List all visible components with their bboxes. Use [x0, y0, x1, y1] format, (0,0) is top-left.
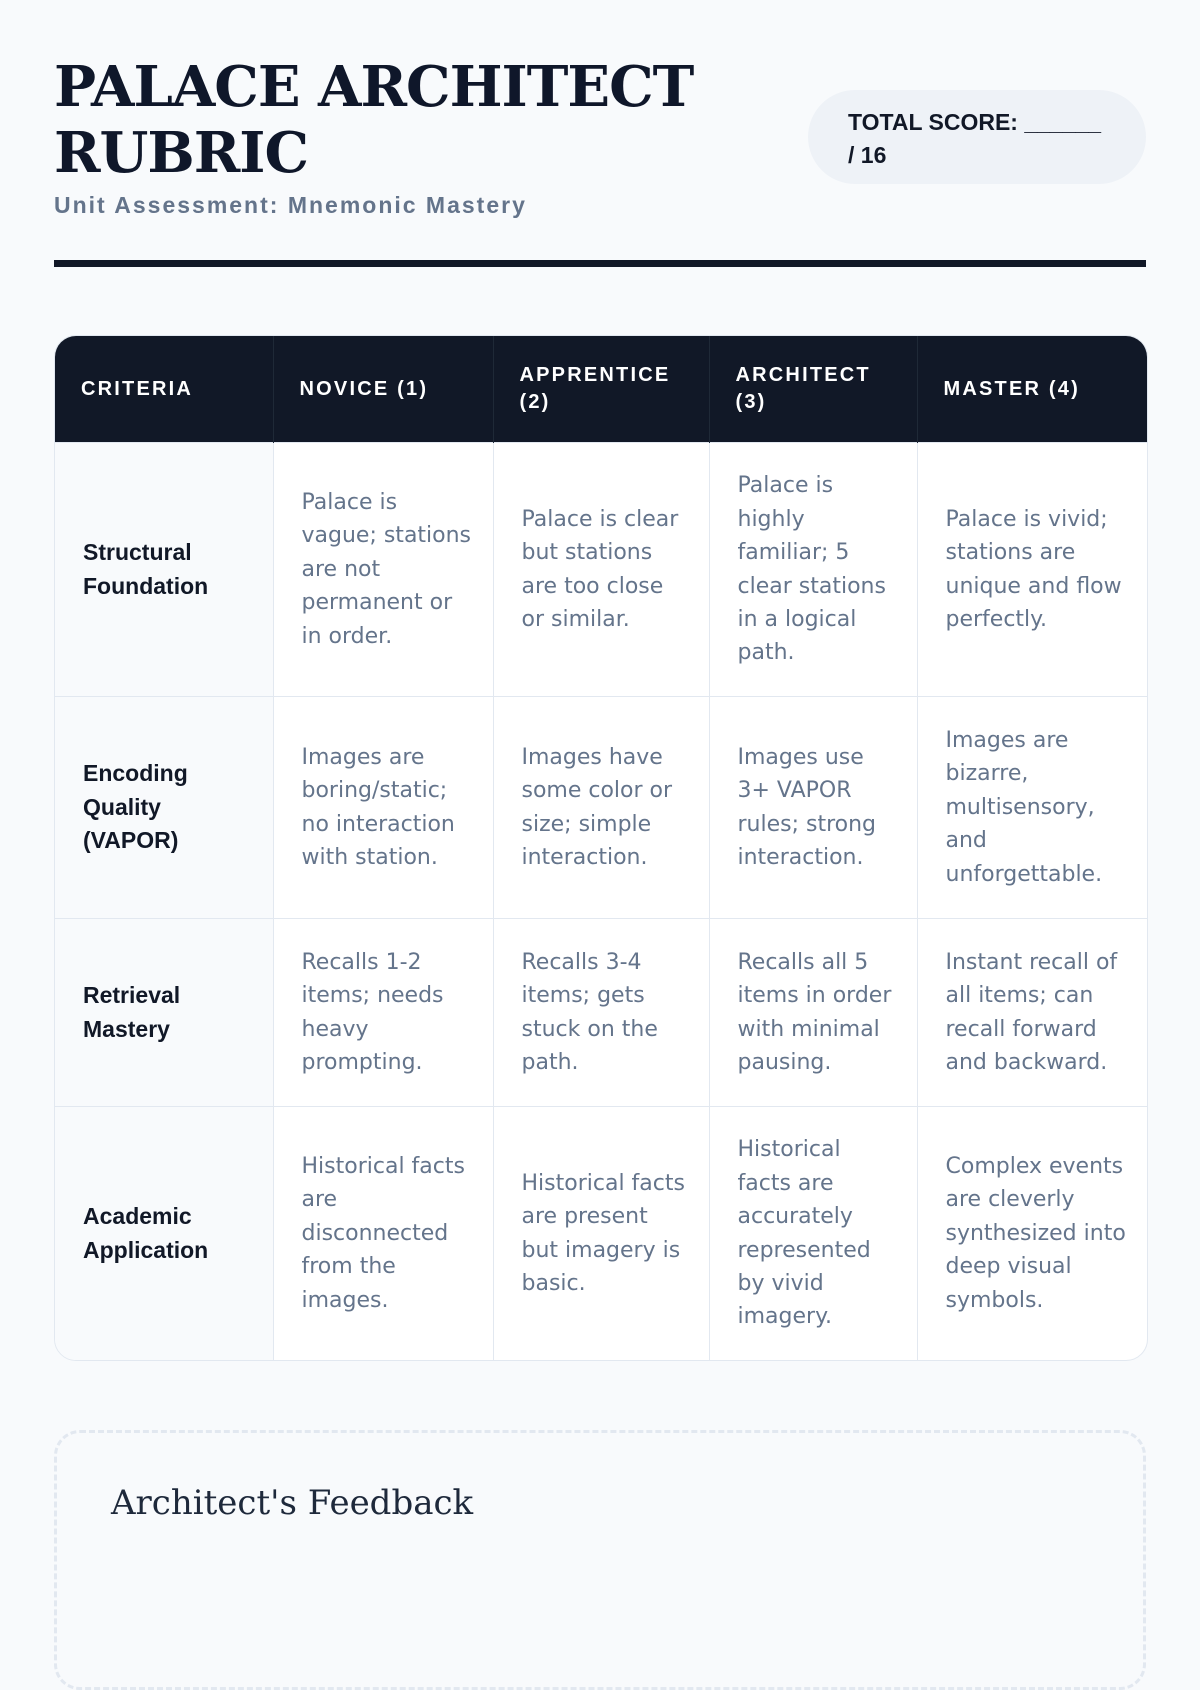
header-divider	[54, 260, 1146, 267]
architect-cell: Recalls all 5 items in order with minimal pausing.	[709, 919, 917, 1107]
novice-cell: Recalls 1-2 items; needs heavy prompting.	[273, 919, 493, 1107]
feedback-title: Architect's Feedback	[111, 1483, 474, 1523]
table-header-row	[55, 336, 1147, 443]
page-title: PALACE ARCHITECT RUBRIC	[54, 54, 694, 186]
novice-cell: Images are boring/static; no interaction with station.	[273, 697, 493, 919]
table-row	[55, 443, 1147, 697]
table-row	[55, 697, 1147, 919]
novice-cell: Palace is vague; stations are not permanent or in order.	[273, 443, 493, 697]
apprentice-cell: Images have some color or size; simple interaction.	[493, 697, 709, 919]
apprentice-cell: Palace is clear but stations are too close or similar.	[493, 443, 709, 697]
criteria-cell: Structural Foundation	[55, 443, 273, 697]
master-cell: Instant recall of all items; can recall forward and backward.	[917, 919, 1147, 1107]
table-row	[55, 919, 1147, 1107]
column-header-architect: ARCHITECT (3)	[709, 336, 917, 443]
page-subtitle: Unit Assessment: Mnemonic Mastery	[54, 192, 527, 218]
master-cell: Palace is vivid; stations are unique and flow perfectly.	[917, 443, 1147, 697]
total-score-badge: TOTAL SCORE: ______ / 16	[808, 90, 1146, 184]
column-header-master: MASTER (4)	[917, 336, 1147, 443]
column-header-criteria: CRITERIA	[55, 336, 273, 443]
feedback-box[interactable]	[54, 1430, 1146, 1690]
table-row	[55, 1107, 1147, 1361]
rubric-page	[54, 54, 1146, 1523]
master-cell: Complex events are cleverly synthesized into deep visual symbols.	[917, 1107, 1147, 1361]
master-cell: Images are bizarre, multisensory, and unforgettable.	[917, 697, 1147, 919]
architect-cell: Palace is highly familiar; 5 clear stations in a logical path.	[709, 443, 917, 697]
architect-cell: Historical facts are accurately represented by vivid imagery.	[709, 1107, 917, 1361]
novice-cell: Historical facts are disconnected from the images.	[273, 1107, 493, 1361]
page-header	[54, 54, 1146, 266]
apprentice-cell: Historical facts are present but imagery is basic.	[493, 1107, 709, 1361]
criteria-cell: Academic Application	[55, 1107, 273, 1361]
apprentice-cell: Recalls 3-4 items; gets stuck on the path.	[493, 919, 709, 1107]
column-header-novice: NOVICE (1)	[273, 336, 493, 443]
architect-cell: Images use 3+ VAPOR rules; strong interaction.	[709, 697, 917, 919]
criteria-cell: Encoding Quality (VAPOR)	[55, 697, 273, 919]
rubric-table	[54, 335, 1148, 1361]
criteria-cell: Retrieval Mastery	[55, 919, 273, 1107]
column-header-apprentice: APPRENTICE (2)	[493, 336, 709, 443]
